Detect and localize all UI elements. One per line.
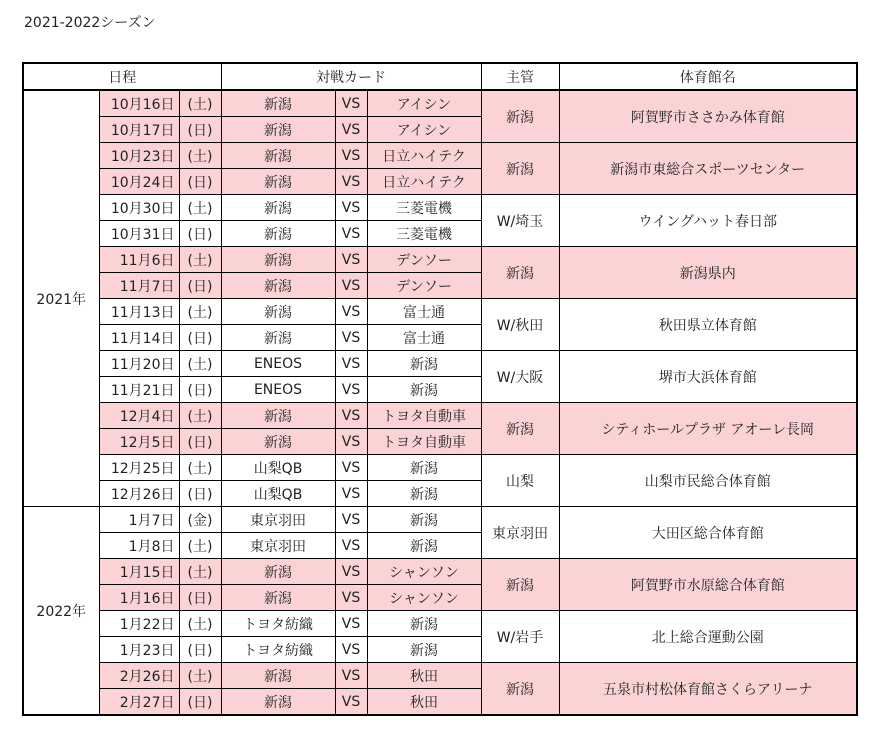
host-cell: 新潟 (481, 90, 559, 143)
weekday-cell: (日) (179, 585, 221, 611)
away-team-cell: 日立ハイテク (367, 169, 481, 195)
home-team-cell: 新潟 (221, 273, 335, 299)
away-team-cell: 秋田 (367, 689, 481, 716)
away-team-cell: 秋田 (367, 663, 481, 689)
table-row (23, 455, 857, 481)
date-cell: 1月16日 (99, 585, 179, 611)
venue-cell: ウイングハット春日部 (559, 195, 857, 247)
date-cell: 11月20日 (99, 351, 179, 377)
date-cell: 11月7日 (99, 273, 179, 299)
weekday-cell: (日) (179, 377, 221, 403)
vs-cell: VS (335, 637, 367, 663)
vs-cell: VS (335, 299, 367, 325)
weekday-cell: (土) (179, 299, 221, 325)
vs-cell: VS (335, 533, 367, 559)
weekday-cell: (日) (179, 429, 221, 455)
home-team-cell: トヨタ紡織 (221, 637, 335, 663)
vs-cell: VS (335, 325, 367, 351)
home-team-cell: 山梨QB (221, 455, 335, 481)
date-cell: 10月24日 (99, 169, 179, 195)
weekday-cell: (日) (179, 637, 221, 663)
weekday-cell: (日) (179, 221, 221, 247)
away-team-cell: アイシン (367, 117, 481, 143)
table-row (23, 663, 857, 689)
home-team-cell: 新潟 (221, 169, 335, 195)
date-cell: 10月31日 (99, 221, 179, 247)
weekday-cell: (土) (179, 195, 221, 221)
weekday-cell: (日) (179, 117, 221, 143)
home-team-cell: 新潟 (221, 90, 335, 117)
home-team-cell: 新潟 (221, 325, 335, 351)
venue-cell: 五泉市村松体育館さくらアリーナ (559, 663, 857, 716)
date-cell: 10月16日 (99, 90, 179, 117)
away-team-cell: 新潟 (367, 533, 481, 559)
away-team-cell: 新潟 (367, 637, 481, 663)
date-cell: 1月15日 (99, 559, 179, 585)
weekday-cell: (土) (179, 247, 221, 273)
weekday-cell: (土) (179, 90, 221, 117)
away-team-cell: シャンソン (367, 585, 481, 611)
away-team-cell: 富士通 (367, 299, 481, 325)
date-cell: 1月7日 (99, 507, 179, 533)
date-cell: 10月23日 (99, 143, 179, 169)
vs-cell: VS (335, 403, 367, 429)
year-label: 2021年 (23, 90, 99, 507)
table-row (23, 195, 857, 221)
weekday-cell: (土) (179, 559, 221, 585)
date-cell: 10月17日 (99, 117, 179, 143)
vs-cell: VS (335, 663, 367, 689)
venue-cell: シティホールプラザ アオーレ長岡 (559, 403, 857, 455)
away-team-cell: 三菱電機 (367, 195, 481, 221)
venue-cell: 新潟市東総合スポーツセンター (559, 143, 857, 195)
date-cell: 1月8日 (99, 533, 179, 559)
header-matchup: 対戦カード (221, 63, 481, 90)
vs-cell: VS (335, 169, 367, 195)
home-team-cell: 新潟 (221, 221, 335, 247)
date-cell: 1月22日 (99, 611, 179, 637)
away-team-cell: トヨタ自動車 (367, 429, 481, 455)
host-cell: 新潟 (481, 559, 559, 611)
venue-cell: 大田区総合体育館 (559, 507, 857, 559)
away-team-cell: 新潟 (367, 377, 481, 403)
header-venue: 体育館名 (559, 63, 857, 90)
weekday-cell: (日) (179, 169, 221, 195)
table-row (23, 143, 857, 169)
weekday-cell: (土) (179, 663, 221, 689)
away-team-cell: シャンソン (367, 559, 481, 585)
weekday-cell: (日) (179, 325, 221, 351)
away-team-cell: 新潟 (367, 507, 481, 533)
home-team-cell: 新潟 (221, 663, 335, 689)
vs-cell: VS (335, 351, 367, 377)
home-team-cell: 新潟 (221, 299, 335, 325)
vs-cell: VS (335, 143, 367, 169)
away-team-cell: 日立ハイテク (367, 143, 481, 169)
home-team-cell: 新潟 (221, 689, 335, 716)
date-cell: 12月4日 (99, 403, 179, 429)
date-cell: 12月26日 (99, 481, 179, 507)
table-row (23, 247, 857, 273)
home-team-cell: 新潟 (221, 559, 335, 585)
vs-cell: VS (335, 559, 367, 585)
date-cell: 11月14日 (99, 325, 179, 351)
venue-cell: 山梨市民総合体育館 (559, 455, 857, 507)
weekday-cell: (土) (179, 455, 221, 481)
vs-cell: VS (335, 585, 367, 611)
vs-cell: VS (335, 611, 367, 637)
venue-cell: 阿賀野市水原総合体育館 (559, 559, 857, 611)
date-cell: 10月30日 (99, 195, 179, 221)
table-row (23, 90, 857, 117)
table-row (23, 299, 857, 325)
home-team-cell: 新潟 (221, 195, 335, 221)
home-team-cell: ENEOS (221, 351, 335, 377)
date-cell: 2月26日 (99, 663, 179, 689)
vs-cell: VS (335, 507, 367, 533)
away-team-cell: トヨタ自動車 (367, 403, 481, 429)
away-team-cell: 富士通 (367, 325, 481, 351)
host-cell: W/秋田 (481, 299, 559, 351)
home-team-cell: 東京羽田 (221, 533, 335, 559)
table-row (23, 403, 857, 429)
vs-cell: VS (335, 195, 367, 221)
venue-cell: 阿賀野市ささかみ体育館 (559, 90, 857, 143)
date-cell: 1月23日 (99, 637, 179, 663)
weekday-cell: (日) (179, 273, 221, 299)
away-team-cell: 新潟 (367, 455, 481, 481)
away-team-cell: 新潟 (367, 351, 481, 377)
venue-cell: 北上総合運動公園 (559, 611, 857, 663)
table-row (23, 611, 857, 637)
away-team-cell: デンソー (367, 247, 481, 273)
vs-cell: VS (335, 117, 367, 143)
host-cell: 新潟 (481, 403, 559, 455)
weekday-cell: (土) (179, 143, 221, 169)
host-cell: 新潟 (481, 143, 559, 195)
home-team-cell: 新潟 (221, 117, 335, 143)
home-team-cell: トヨタ紡織 (221, 611, 335, 637)
host-cell: W/埼玉 (481, 195, 559, 247)
venue-cell: 秋田県立体育館 (559, 299, 857, 351)
header-host: 主管 (481, 63, 559, 90)
home-team-cell: 新潟 (221, 247, 335, 273)
away-team-cell: 新潟 (367, 481, 481, 507)
vs-cell: VS (335, 429, 367, 455)
home-team-cell: 新潟 (221, 585, 335, 611)
date-cell: 11月21日 (99, 377, 179, 403)
schedule-body (23, 90, 857, 715)
weekday-cell: (土) (179, 611, 221, 637)
host-cell: 山梨 (481, 455, 559, 507)
weekday-cell: (金) (179, 507, 221, 533)
date-cell: 2月27日 (99, 689, 179, 716)
vs-cell: VS (335, 90, 367, 117)
vs-cell: VS (335, 481, 367, 507)
away-team-cell: 新潟 (367, 611, 481, 637)
home-team-cell: 新潟 (221, 429, 335, 455)
host-cell: 東京羽田 (481, 507, 559, 559)
header-schedule: 日程 (23, 63, 221, 90)
host-cell: 新潟 (481, 247, 559, 299)
venue-cell: 新潟県内 (559, 247, 857, 299)
date-cell: 12月25日 (99, 455, 179, 481)
host-cell: W/大阪 (481, 351, 559, 403)
home-team-cell: 山梨QB (221, 481, 335, 507)
date-cell: 11月13日 (99, 299, 179, 325)
vs-cell: VS (335, 377, 367, 403)
host-cell: 新潟 (481, 663, 559, 716)
vs-cell: VS (335, 689, 367, 716)
weekday-cell: (土) (179, 533, 221, 559)
home-team-cell: 新潟 (221, 143, 335, 169)
date-cell: 12月5日 (99, 429, 179, 455)
table-row (23, 559, 857, 585)
year-label: 2022年 (23, 507, 99, 716)
weekday-cell: (土) (179, 351, 221, 377)
weekday-cell: (日) (179, 481, 221, 507)
away-team-cell: 三菱電機 (367, 221, 481, 247)
vs-cell: VS (335, 273, 367, 299)
venue-cell: 堺市大浜体育館 (559, 351, 857, 403)
table-row (23, 507, 857, 533)
vs-cell: VS (335, 247, 367, 273)
weekday-cell: (土) (179, 403, 221, 429)
home-team-cell: 東京羽田 (221, 507, 335, 533)
vs-cell: VS (335, 455, 367, 481)
table-row (23, 351, 857, 377)
away-team-cell: デンソー (367, 273, 481, 299)
away-team-cell: アイシン (367, 90, 481, 117)
vs-cell: VS (335, 221, 367, 247)
home-team-cell: 新潟 (221, 403, 335, 429)
schedule-table (22, 62, 858, 716)
page-title: 2021-2022シーズン (24, 15, 156, 31)
host-cell: W/岩手 (481, 611, 559, 663)
date-cell: 11月6日 (99, 247, 179, 273)
home-team-cell: ENEOS (221, 377, 335, 403)
weekday-cell: (日) (179, 689, 221, 716)
header-row (23, 63, 857, 90)
